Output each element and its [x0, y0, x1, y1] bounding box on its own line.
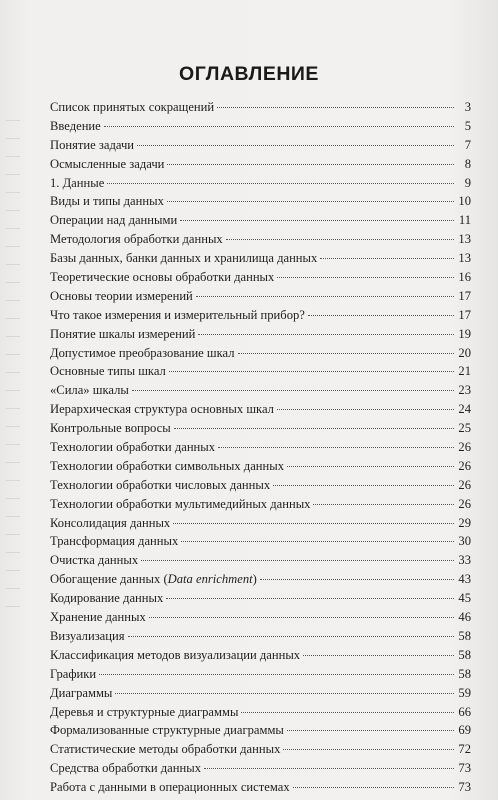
toc-page-number: 7 [464, 137, 471, 152]
toc-entry [50, 381, 471, 400]
dot-leader [115, 693, 454, 694]
toc-entry-title: Хранение данных [50, 610, 146, 625]
dot-leader [241, 712, 454, 713]
toc-page-number: 73 [458, 761, 471, 776]
toc-page-number: 58 [458, 628, 471, 643]
toc-page-number: 17 [458, 288, 471, 303]
toc-entry-title: Технологии обработки числовых данных [50, 477, 271, 492]
toc-entry-title: Классификация методов визуализации данных [50, 647, 301, 662]
dot-leader [141, 560, 454, 561]
dot-leader [320, 258, 454, 259]
toc-entry [50, 684, 471, 703]
dot-leader [238, 353, 454, 354]
toc-entry [50, 249, 471, 268]
dot-leader [128, 636, 454, 637]
toc-entry-title: Графики [50, 666, 97, 681]
toc-entry [50, 400, 471, 419]
toc-entry-title: Статистические методы обработки данных [50, 742, 281, 757]
toc-entry-title: Иерархическая структура основных шкал [50, 402, 274, 417]
toc-entry [50, 665, 471, 684]
toc-entry-title: Консолидация данных [50, 515, 171, 530]
toc-entry [50, 457, 471, 476]
toc-entry-title: Технологии обработки мультимедийных данных [50, 496, 311, 511]
dot-leader [218, 447, 454, 448]
toc-page-number: 5 [464, 118, 471, 133]
toc-page-number: 59 [458, 685, 471, 700]
toc-entry-title: Технологии обработки символьных данных [50, 458, 285, 473]
toc-entry [50, 344, 471, 363]
toc-page-number: 10 [458, 194, 471, 209]
toc-entry [50, 759, 471, 778]
toc-entry-title: Визуализация [50, 628, 125, 643]
toc-entry-title: Очистка данных [50, 553, 139, 568]
toc-page-number: 58 [458, 647, 471, 662]
toc-entry-title: Виды и типы данных [50, 194, 164, 209]
dot-leader [226, 239, 454, 240]
toc-entry-title: Контрольные вопросы [50, 421, 171, 436]
dot-leader [277, 409, 454, 410]
toc-page-number: 26 [458, 477, 471, 492]
table-of-contents [50, 98, 471, 797]
toc-page-number: 19 [458, 326, 471, 341]
toc-entry-title: Теоретические основы обработки данных [50, 270, 275, 285]
dot-leader [104, 126, 454, 127]
toc-entry [50, 136, 471, 155]
toc-entry [50, 325, 471, 344]
toc-page-number: 16 [458, 270, 471, 285]
toc-entry [50, 155, 471, 174]
toc-entry-title: Допустимое преобразование шкал [50, 345, 235, 360]
dot-leader [173, 523, 454, 524]
dot-leader [217, 107, 454, 108]
toc-entry [50, 117, 471, 136]
toc-entry-title: Введение [50, 118, 101, 133]
toc-entry-title: Осмысленные задачи [50, 156, 165, 171]
toc-page-number: 13 [458, 251, 471, 266]
toc-page-number: 25 [458, 421, 471, 436]
toc-entry [50, 627, 471, 646]
toc-page-number: 58 [458, 666, 471, 681]
toc-entry [50, 174, 471, 193]
toc-entry-title: Что такое измерения и измерительный прибор? [50, 307, 305, 322]
toc-page-number: 23 [458, 383, 471, 398]
toc-page-number: 73 [458, 780, 471, 795]
dot-leader [313, 504, 454, 505]
toc-entry-title: «Сила» шкалы [50, 383, 129, 398]
toc-entry-title: Технологии обработки данных [50, 440, 216, 455]
toc-entry-title: Кодирование данных [50, 591, 164, 606]
toc-entry [50, 287, 471, 306]
toc-entry-title: Обогащение данных (Data enrichment) [50, 572, 257, 587]
toc-entry-title: Средства обработки данных [50, 761, 202, 776]
toc-entry-title: Понятие шкалы измерений [50, 326, 196, 341]
toc-page-number: 46 [458, 610, 471, 625]
toc-page-number: 8 [464, 156, 471, 171]
toc-page-number: 26 [458, 458, 471, 473]
toc-entry-title: Операции над данными [50, 213, 178, 228]
toc-page-number: 43 [458, 572, 471, 587]
toc-page-number: 33 [458, 553, 471, 568]
dot-leader [283, 749, 454, 750]
toc-entry-title: Трансформация данных [50, 534, 179, 549]
toc-page-number: 21 [458, 364, 471, 379]
toc-page-number: 9 [464, 175, 471, 190]
toc-entry-title: Диаграммы [50, 685, 113, 700]
toc-entry [50, 551, 471, 570]
toc-entry [50, 703, 471, 722]
dot-leader [180, 220, 454, 221]
toc-page-number: 45 [458, 591, 471, 606]
toc-entry-title: Базы данных, банки данных и хранилища данных [50, 251, 318, 266]
dot-leader [303, 655, 454, 656]
toc-entry [50, 362, 471, 381]
toc-entry [50, 646, 471, 665]
dot-leader [166, 598, 454, 599]
toc-entry [50, 514, 471, 533]
toc-entry-title: Список принятых сокращений [50, 100, 215, 114]
bleed-through-lines [6, 120, 26, 680]
page-title: ОГЛАВЛЕНИЕ [179, 63, 319, 85]
toc-entry [50, 570, 471, 589]
dot-leader [198, 334, 454, 335]
toc-page-number: 30 [458, 534, 471, 549]
dot-leader [293, 787, 454, 788]
toc-page-number: 20 [458, 345, 471, 360]
dot-leader [196, 296, 454, 297]
dot-leader [260, 579, 454, 580]
toc-entry [50, 98, 471, 117]
dot-leader [277, 277, 454, 278]
toc-entry-title: Работа с данными в операционных системах [50, 780, 290, 795]
dot-leader [308, 315, 454, 316]
toc-entry-title: Основные типы шкал [50, 364, 166, 379]
dot-leader [167, 164, 454, 165]
dot-leader [174, 428, 454, 429]
dot-leader [169, 371, 454, 372]
toc-entry [50, 268, 471, 287]
dot-leader [107, 183, 454, 184]
toc-entry [50, 589, 471, 608]
toc-entry [50, 211, 471, 230]
toc-entry [50, 306, 471, 325]
toc-page-number: 3 [464, 100, 471, 114]
dot-leader [137, 145, 454, 146]
toc-page-number: 26 [458, 496, 471, 511]
dot-leader [287, 466, 454, 467]
toc-entry [50, 721, 471, 740]
toc-entry [50, 778, 471, 797]
toc-entry [50, 608, 471, 627]
dot-leader [149, 617, 454, 618]
dot-leader [287, 730, 454, 731]
toc-page-number: 29 [458, 515, 471, 530]
toc-page-number: 11 [458, 213, 471, 228]
toc-page-number: 69 [458, 723, 471, 738]
toc-page-number: 66 [458, 704, 471, 719]
toc-page-number: 24 [458, 402, 471, 417]
toc-page-number: 17 [458, 307, 471, 322]
toc-page-number: 72 [458, 742, 471, 757]
toc-entry [50, 740, 471, 759]
toc-entry [50, 419, 471, 438]
toc-page-number: 26 [458, 440, 471, 455]
toc-entry [50, 438, 471, 457]
toc-entry-title: Основы теории измерений [50, 288, 193, 303]
toc-entry-title: 1. Данные [50, 175, 105, 190]
dot-leader [99, 674, 454, 675]
toc-entry [50, 192, 471, 211]
toc-page-number: 13 [458, 232, 471, 247]
toc-entry [50, 476, 471, 495]
dot-leader [181, 541, 454, 542]
toc-entry [50, 532, 471, 551]
toc-entry-title: Формализованные структурные диаграммы [50, 723, 284, 738]
toc-entry [50, 230, 471, 249]
dot-leader [132, 390, 454, 391]
toc-entry-title: Понятие задачи [50, 137, 135, 152]
dot-leader [204, 768, 454, 769]
toc-entry [50, 495, 471, 514]
dot-leader [167, 201, 454, 202]
toc-entry-title: Деревья и структурные диаграммы [50, 704, 239, 719]
dot-leader [273, 485, 454, 486]
toc-entry-title: Методология обработки данных [50, 232, 223, 247]
